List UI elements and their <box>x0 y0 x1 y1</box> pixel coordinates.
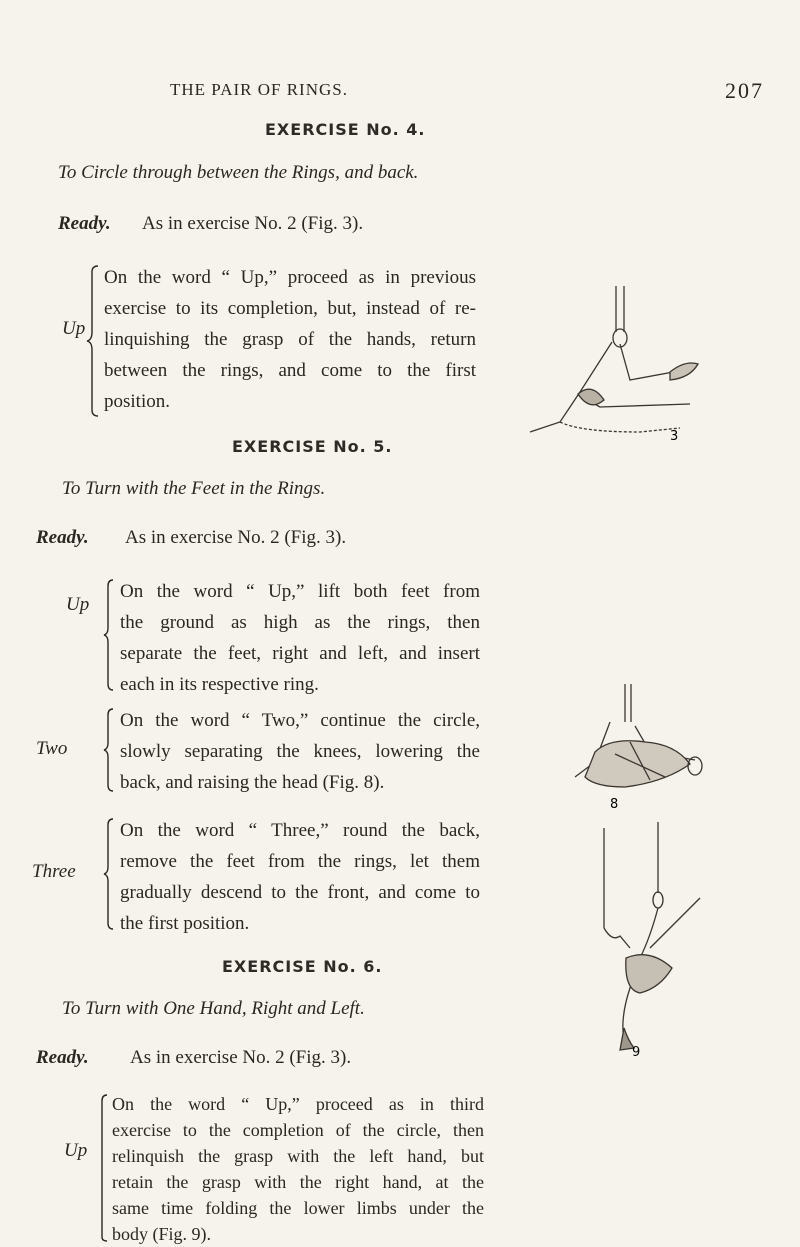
exercise-5-three-label: Three <box>32 861 76 882</box>
paragraph-line: each in its respective ring. <box>120 674 319 695</box>
paragraph-line: On the word “ Up,” lift both feet from <box>120 581 480 602</box>
exercise-5-ready-label: Ready. <box>36 527 89 548</box>
exercise-5-up-paragraph <box>120 576 480 700</box>
exercise-4-ready-text: As in exercise No. 2 (Fig. 3). <box>142 213 364 234</box>
exercise-5-subtitle: To Turn with the Feet in the Rings. <box>62 478 326 499</box>
paragraph-line: exercise to its completion, but, instead of re- <box>104 298 476 319</box>
exercise-4-brace <box>86 262 106 420</box>
paragraph-line: between the rings, and come to the first <box>104 360 476 381</box>
exercise-4-ready-label: Ready. <box>58 213 111 234</box>
exercise-4-subtitle: To Circle through between the Rings, and back. <box>58 162 419 183</box>
exercise-6-ready-text: As in exercise No. 2 (Fig. 3). <box>130 1047 352 1068</box>
exercise-6-brace <box>96 1091 112 1245</box>
paragraph-line: On the word “ Three,” round the back, <box>120 820 480 841</box>
exercise-5-two-brace <box>103 705 121 795</box>
running-head: THE PAIR OF RINGS. <box>170 80 348 99</box>
exercise-4-up-label: Up <box>62 318 86 339</box>
exercise-5-three-brace <box>103 815 121 935</box>
exercise-6-subtitle: To Turn with One Hand, Right and Left. <box>62 998 365 1019</box>
paragraph-line: gradually descend to the front, and come to <box>120 882 480 903</box>
paragraph-line: separate the feet, right and left, and insert <box>120 643 480 664</box>
page-number: 207 <box>725 78 764 103</box>
figure-3-number: 3 <box>670 429 679 442</box>
exercise-5-up-label: Up <box>66 594 90 615</box>
figure-9-illustration <box>590 818 705 1058</box>
exercise-5-three-paragraph <box>120 815 480 939</box>
exercise-6-up-paragraph <box>112 1091 484 1247</box>
figure-9-number: 9 <box>632 1045 641 1058</box>
exercise-5-up-brace <box>103 576 121 696</box>
paragraph-line: position. <box>104 391 170 412</box>
exercise-6-ready-label: Ready. <box>36 1047 89 1068</box>
exercise-4-up-paragraph <box>104 262 476 417</box>
exercise-6-title: EXERCISE No. 6. <box>222 957 383 976</box>
paragraph-line: exercise to the completion of the circle, then <box>112 1120 484 1140</box>
paragraph-line: remove the feet from the rings, let them <box>120 851 480 872</box>
paragraph-line: the first position. <box>120 913 250 934</box>
figure-8-illustration <box>555 682 720 812</box>
paragraph-line: On the word “ Up,” proceed as in previous <box>104 267 476 288</box>
paragraph-line: back, and raising the head (Fig. 8). <box>120 772 385 793</box>
exercise-5-ready-text: As in exercise No. 2 (Fig. 3). <box>125 527 347 548</box>
paragraph-line: linquishing the grasp of the hands, return <box>104 329 476 350</box>
paragraph-line: On the word “ Up,” proceed as in third <box>112 1094 484 1114</box>
paragraph-line: retain the grasp with the right hand, at the <box>112 1172 484 1192</box>
exercise-5-title: EXERCISE No. 5. <box>232 437 393 456</box>
exercise-6-up-label: Up <box>64 1140 88 1161</box>
paragraph-line: relinquish the grasp with the left hand, but <box>112 1146 484 1166</box>
figure-8-number: 8 <box>610 797 619 812</box>
exercise-5-two-paragraph <box>120 705 480 798</box>
exercise-5-two-label: Two <box>36 738 68 759</box>
figure-3-illustration <box>520 282 715 442</box>
paragraph-line: the ground as high as the rings, then <box>120 612 480 633</box>
paragraph-line: body (Fig. 9). <box>112 1224 211 1244</box>
paragraph-line: On the word “ Two,” continue the circle, <box>120 710 480 731</box>
exercise-4-title: EXERCISE No. 4. <box>265 120 426 139</box>
paragraph-line: same time folding the lower limbs under the <box>112 1198 484 1218</box>
paragraph-line: slowly separating the knees, lowering the <box>120 741 480 762</box>
